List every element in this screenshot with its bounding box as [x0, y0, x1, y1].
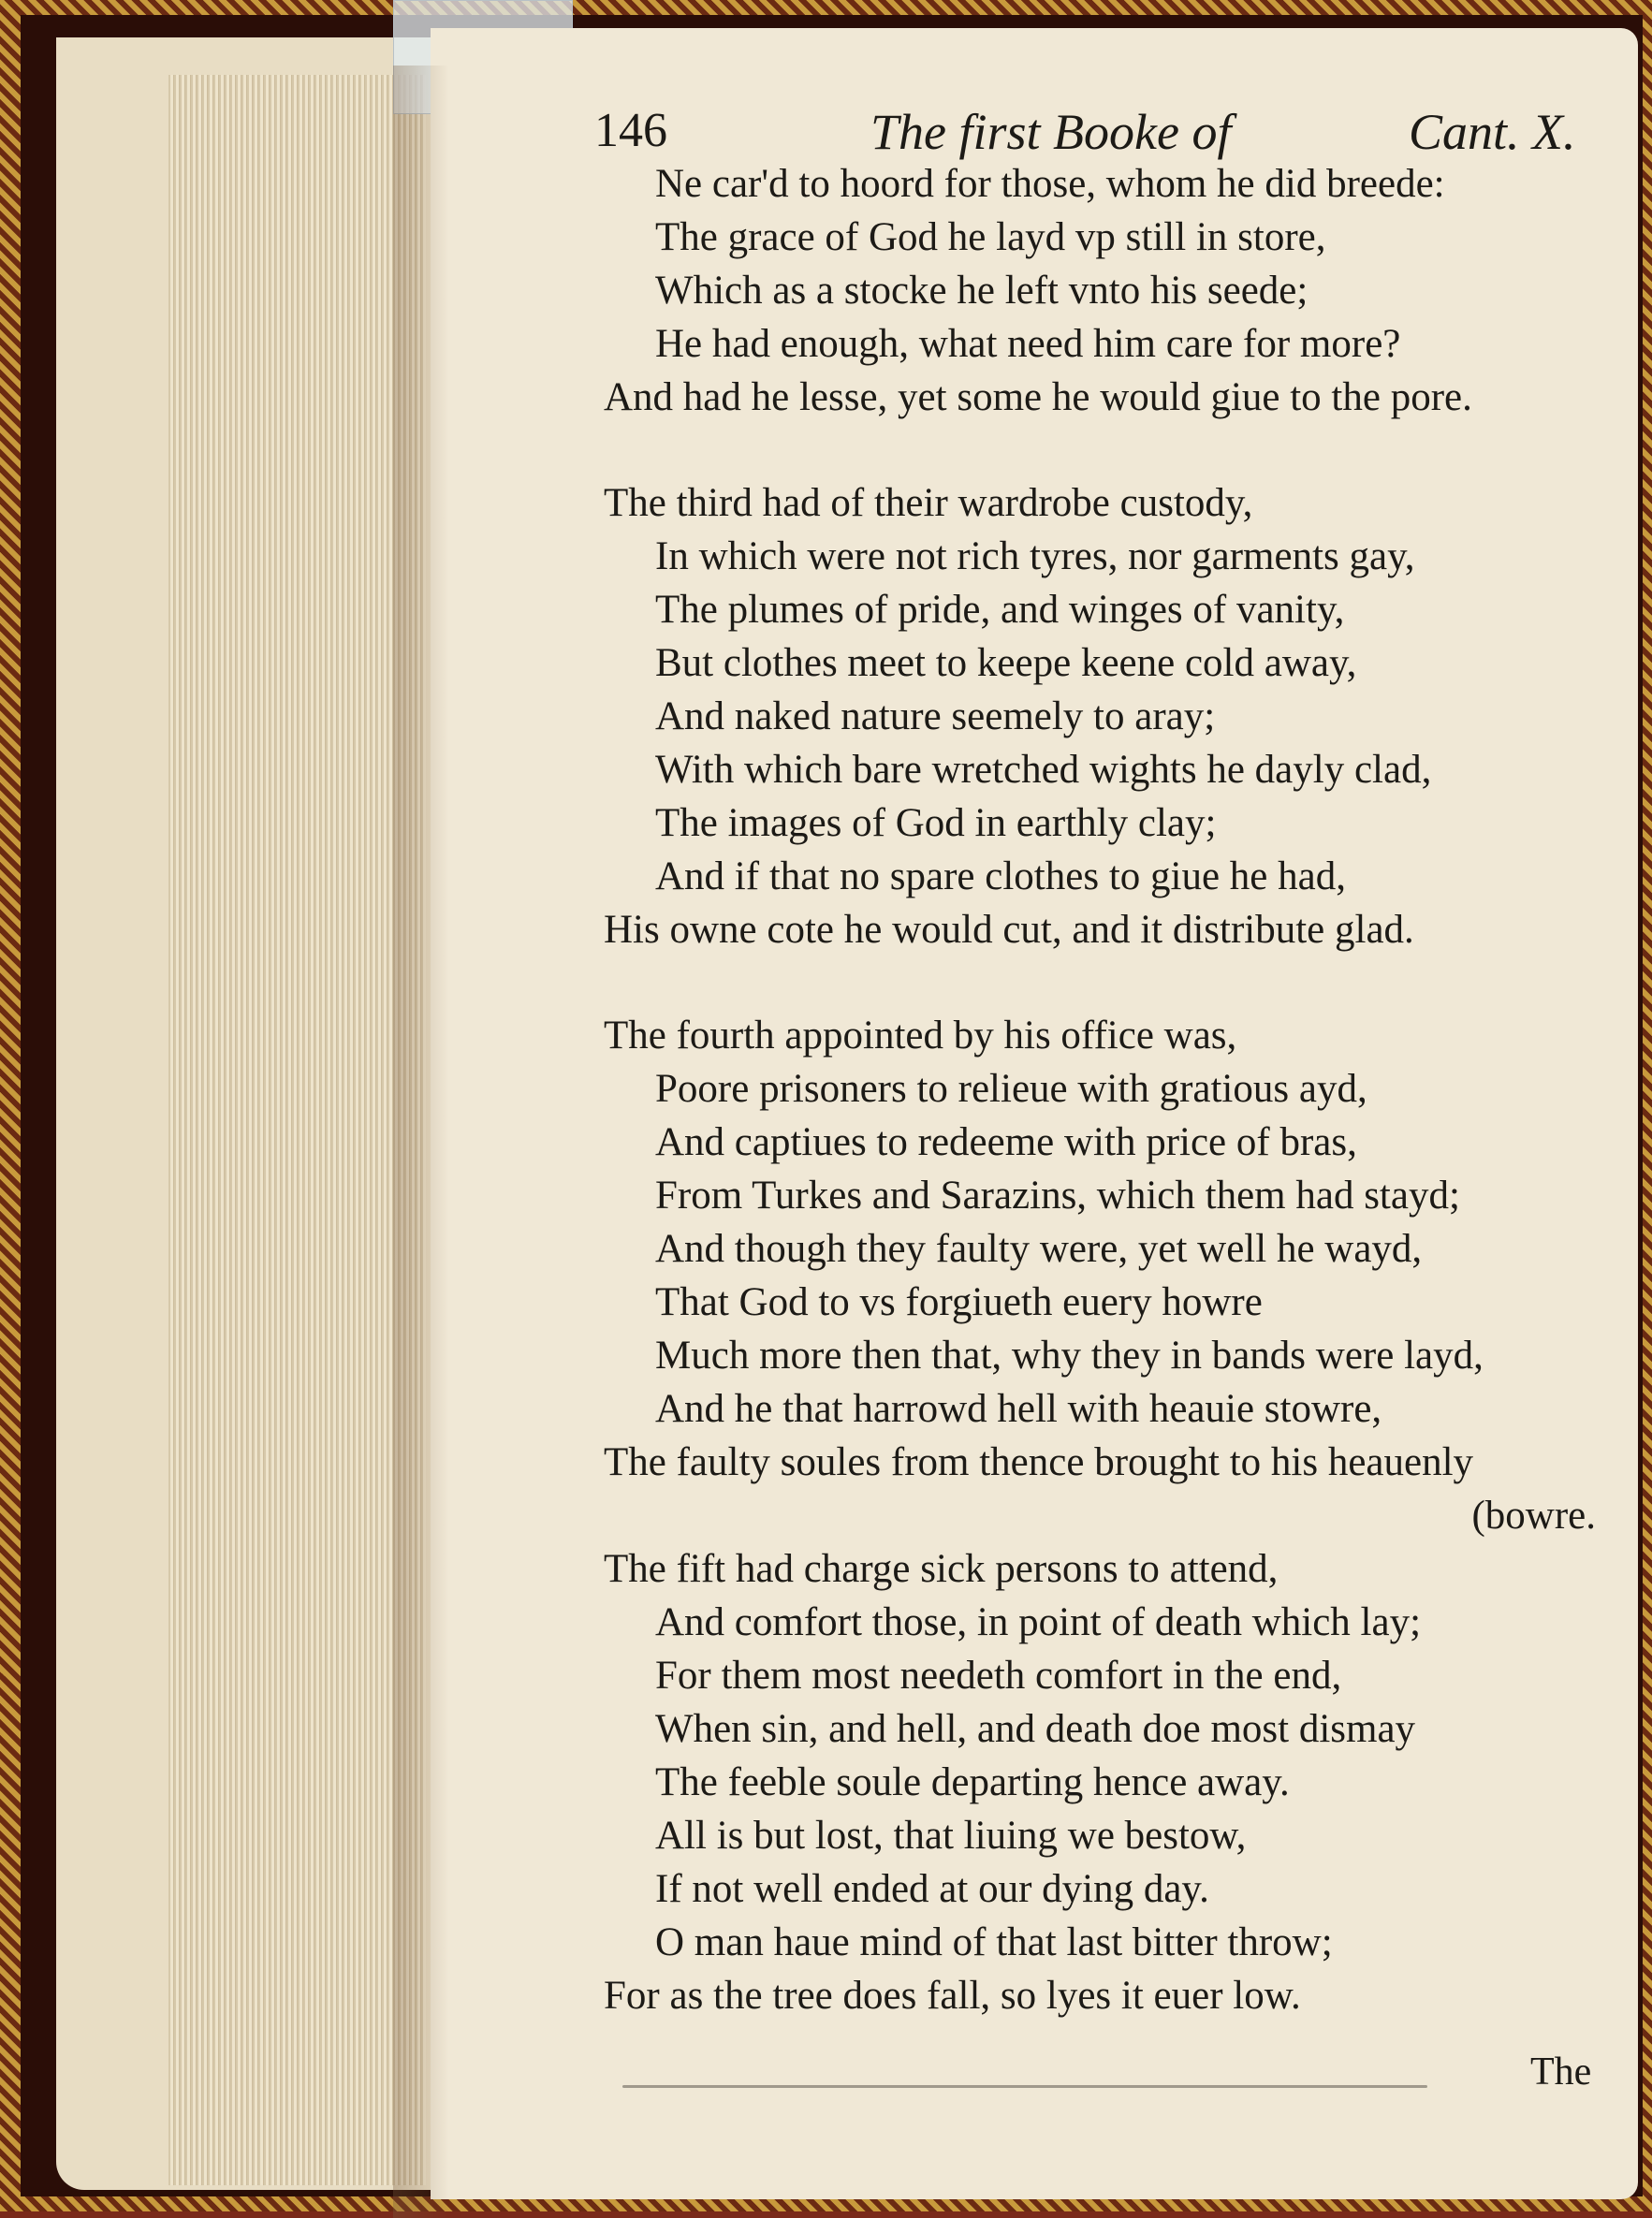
pencil-underline [622, 2085, 1427, 2088]
stanza [604, 1009, 1615, 1542]
verse-line-turnover: (bowre. [1471, 1494, 1596, 1538]
verse-line: And comfort those, in point of death which lay; [655, 1600, 1422, 1644]
verse-line: He had enough, what need him care for more? [655, 322, 1401, 366]
spine-shadow [393, 66, 449, 2218]
verse-line: If not well ended at our dying day. [655, 1867, 1209, 1911]
verse-line: The faulty soules from thence brought to his heauenly [604, 1440, 1474, 1484]
verse-line: From Turkes and Sarazins, which them had stayd; [655, 1174, 1460, 1218]
verse-line: The fift had charge sick persons to attend, [604, 1547, 1279, 1591]
verse-line: And he that harrowd hell with heauie stowre, [655, 1387, 1382, 1431]
verse-line: With which bare wretched wights he dayly clad, [655, 748, 1432, 792]
stanza [604, 476, 1615, 956]
poem-text [604, 157, 1615, 2022]
verse-line: The plumes of pride, and winges of vanity, [655, 588, 1345, 632]
running-title: The first Booke of [870, 104, 1232, 160]
catchword: The [1530, 2050, 1592, 2094]
stanza [604, 1542, 1615, 2022]
verse-line: The fourth appointed by his office was, [604, 1014, 1237, 1058]
verse-line: For them most needeth comfort in the end, [655, 1654, 1342, 1698]
verse-line: And naked nature seemely to aray; [655, 694, 1216, 738]
verse-line: And had he lesse, yet some he would giue to the pore. [604, 375, 1472, 419]
verse-line: The feeble soule departing hence away. [655, 1760, 1290, 1804]
canto-label: Cant. X. [1409, 104, 1576, 160]
verse-line: Much more then that, why they in bands were layd, [655, 1334, 1484, 1378]
book-page [431, 28, 1638, 2199]
verse-line: All is but lost, that liuing we bestow, [655, 1814, 1247, 1858]
stanza [604, 157, 1615, 424]
verse-line: The grace of God he layd vp still in store, [655, 215, 1326, 259]
verse-line: For as the tree does fall, so lyes it euer low. [604, 1974, 1301, 2018]
verse-line: Ne car'd to hoord for those, whom he did breede: [655, 162, 1445, 206]
verse-line: Poore prisoners to relieue with gratious ayd, [655, 1067, 1367, 1111]
page-number: 146 [594, 104, 667, 157]
verse-line: And captiues to redeeme with price of bras, [655, 1120, 1357, 1164]
verse-line: The images of God in earthly clay; [655, 801, 1217, 845]
page-edges [168, 75, 426, 2185]
verse-line: In which were not rich tyres, nor garments gay, [655, 534, 1415, 578]
verse-line: O man haue mind of that last bitter throw; [655, 1920, 1333, 1964]
verse-line: Which as a stocke he left vnto his seede; [655, 269, 1308, 313]
verse-line: And though they faulty were, yet well he wayd, [655, 1227, 1423, 1271]
verse-line: But clothes meet to keepe keene cold away, [655, 641, 1357, 685]
verse-line: That God to vs forgiueth euery howre [655, 1280, 1263, 1324]
verse-line: His owne cote he would cut, and it distribute glad. [604, 908, 1414, 952]
verse-line: When sin, and hell, and death doe most dismay [655, 1707, 1416, 1751]
verse-line: The third had of their wardrobe custody, [604, 481, 1253, 525]
verse-line: And if that no spare clothes to giue he had, [655, 854, 1346, 898]
